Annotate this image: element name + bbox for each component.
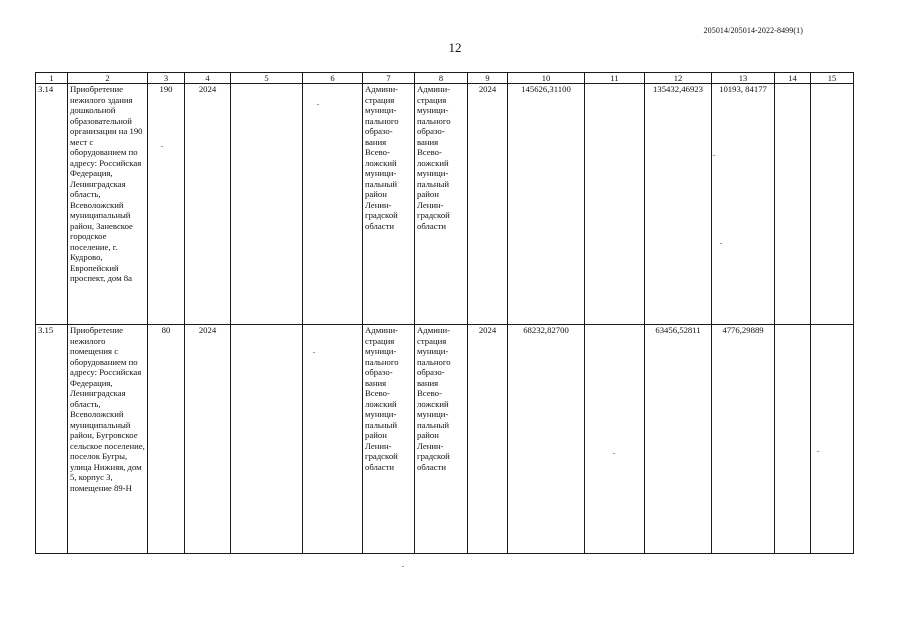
header-cell-13: 13 — [712, 73, 775, 84]
cell-col13: 4776,29889 — [712, 325, 775, 554]
header-cell-8: 8 — [415, 73, 468, 84]
header-cell-6: 6 — [303, 73, 363, 84]
header-cell-4: 4 — [185, 73, 231, 84]
cell-col3: 80 — [148, 325, 185, 554]
cell-col6 — [303, 84, 363, 325]
cell-col10: 145626,31100 — [508, 84, 585, 325]
scan-speck — [313, 352, 315, 353]
header-cell-7: 7 — [363, 73, 415, 84]
cell-col8: Админи- страция муници- пального образо- вания Всево- ложский муници- пальный район Ленин- градской области — [415, 84, 468, 325]
scan-speck — [720, 243, 722, 244]
row-description: Приобретение нежилого помещения с оборудованием по адресу: Российская Федерация, Ленинградская область, Всеволожский муниципальный район, Бугровское сельское поселение, поселок Бугры, улица Нижняя, дом 5, корпус 3, помещение 89-Н — [68, 325, 148, 554]
cell-col14 — [775, 325, 811, 554]
page-number: 12 — [448, 40, 462, 55]
document-id: 205014/205014-2022-8499(1) — [703, 26, 803, 35]
cell-col9: 2024 — [468, 84, 508, 325]
cell-col15 — [811, 325, 854, 554]
cell-col15 — [811, 84, 854, 325]
cell-col14 — [775, 84, 811, 325]
cell-col7: Админи- страция муници- пального образо- вания Всево- ложский муници- пальный район Ленин- градской области — [363, 84, 415, 325]
header-cell-1: 1 — [36, 73, 68, 84]
header-cell-3: 3 — [148, 73, 185, 84]
cell-col4: 2024 — [185, 325, 231, 554]
data-table — [35, 72, 854, 554]
header-cell-9: 9 — [468, 73, 508, 84]
scan-speck — [613, 453, 615, 454]
scan-speck — [713, 155, 715, 156]
header-cell-10: 10 — [508, 73, 585, 84]
table-row — [36, 325, 854, 554]
cell-col12: 63456,52811 — [645, 325, 712, 554]
cell-col3: 190 — [148, 84, 185, 325]
cell-col10: 68232,82700 — [508, 325, 585, 554]
row-description: Приобретение нежилого здания дошкольной образовательной организации на 190 мест с оборудованием по адресу: Российская Федерация, Ленинградская область, Всеволожский муниципальный район, Заневское городское поселение, г. Кудрово, Европейский проспект, дом 8а — [68, 84, 148, 325]
row-number: 3.14 — [36, 84, 68, 325]
scan-speck — [161, 146, 163, 147]
header-cell-15: 15 — [811, 73, 854, 84]
header-cell-5: 5 — [231, 73, 303, 84]
row-number: 3.15 — [36, 325, 68, 554]
cell-col8: Админи- страция муници- пального образо- вания Всево- ложский муници- пальный район Ленин- градской области — [415, 325, 468, 554]
header-cell-11: 11 — [585, 73, 645, 84]
cell-col7: Админи- страция муници- пального образо- вания Всево- ложский муници- пальный район Ленин- градской области — [363, 325, 415, 554]
cell-col9: 2024 — [468, 325, 508, 554]
scan-speck — [817, 451, 819, 452]
cell-col11 — [585, 84, 645, 325]
cell-col13: 10193, 84177 — [712, 84, 775, 325]
cell-col4: 2024 — [185, 84, 231, 325]
header-row — [36, 73, 854, 84]
scan-speck — [317, 104, 319, 105]
header-cell-12: 12 — [645, 73, 712, 84]
header-cell-2: 2 — [68, 73, 148, 84]
cell-col6 — [303, 325, 363, 554]
cell-col5 — [231, 325, 303, 554]
cell-col11 — [585, 325, 645, 554]
table-row — [36, 84, 854, 325]
scan-speck — [402, 566, 404, 567]
header-cell-14: 14 — [775, 73, 811, 84]
cell-col5 — [231, 84, 303, 325]
cell-col12: 135432,46923 — [645, 84, 712, 325]
